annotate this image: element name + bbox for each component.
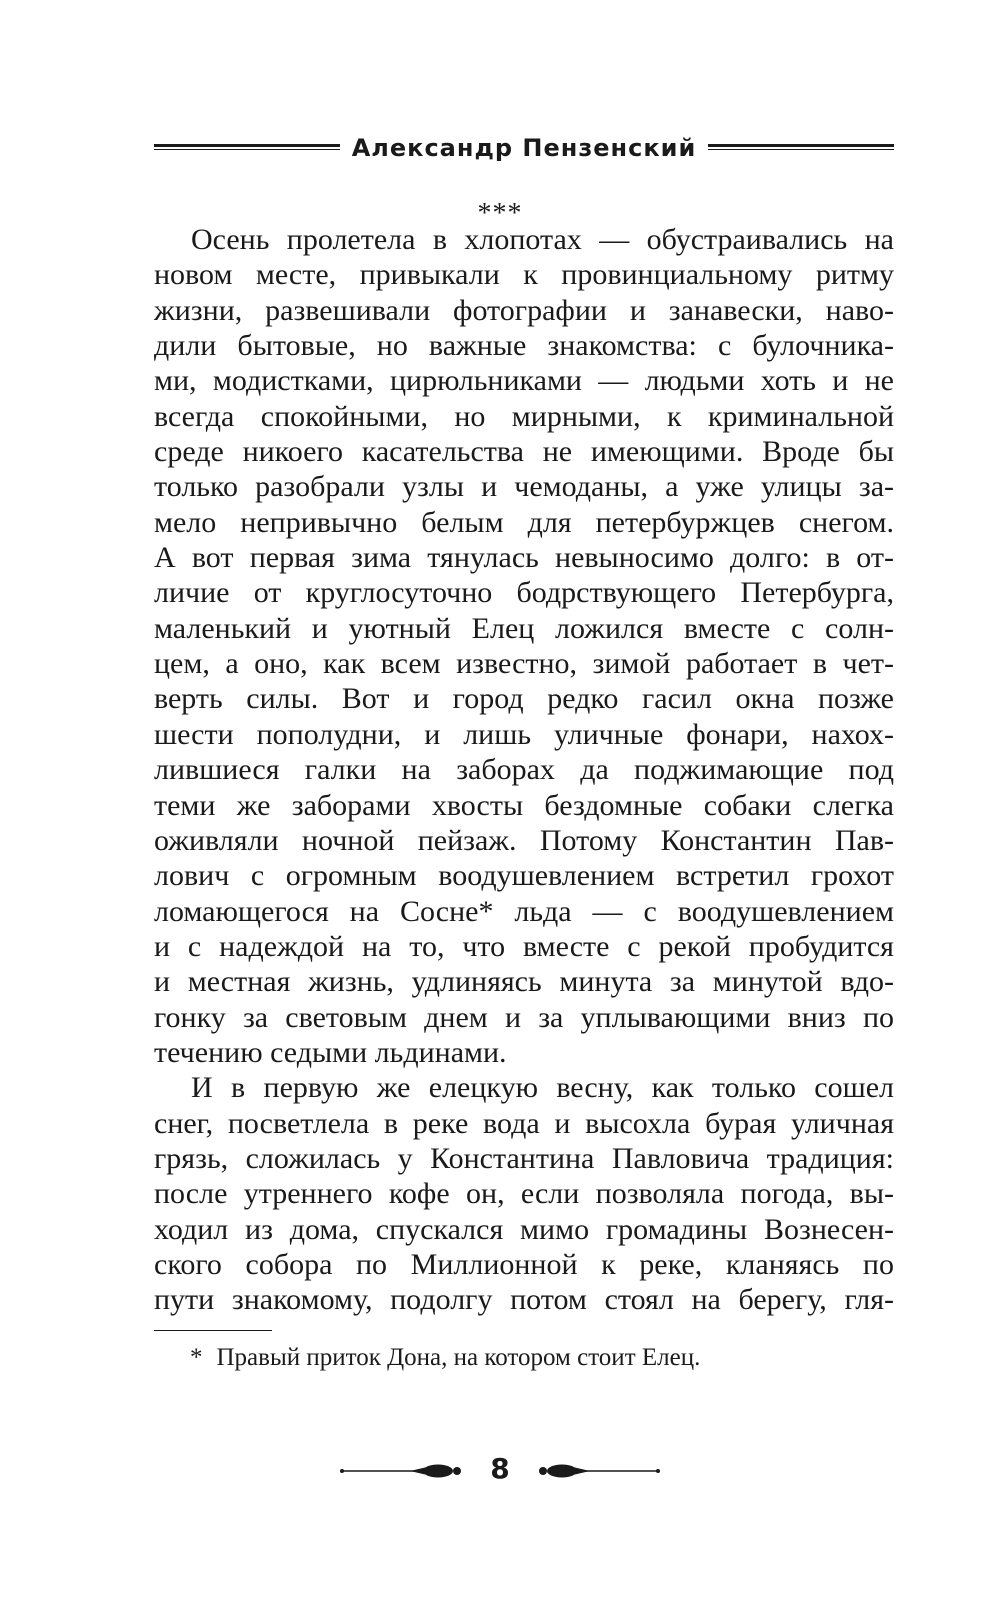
text-line: и с надеждой на то, что вместе с рекой пробудится [154, 929, 894, 963]
text-line: оживляли ночной пейзаж. Потому Константин Пав- [154, 823, 894, 857]
footnote-text: Правый приток Дона, на котором стоит Елец. [216, 1344, 701, 1371]
text-line: течению седыми льдинами. [154, 1035, 507, 1069]
text-line: И в первую же елецкую весну, как только сошел [191, 1071, 894, 1105]
footnote [190, 1344, 700, 1372]
ornament-left-icon [340, 1460, 465, 1482]
text-line: грязь, сложилась у Константина Павловича традиция: [154, 1141, 894, 1175]
text-line: ходил из дома, спускался мимо громадины Вознесен- [154, 1212, 894, 1246]
running-header [154, 128, 894, 168]
text-line: всегда спокойными, но мирными, к криминальной [154, 399, 894, 433]
text-line: цем, а оно, как всем известно, зимой работает в чет- [154, 647, 894, 681]
text-line: А вот первая зима тянулась невыносимо долго: в от- [154, 541, 894, 575]
text-line: ломающегося на Сосне* льда — с воодушевлением [154, 894, 894, 928]
ornament-right-icon [535, 1460, 660, 1482]
text-line: гонку за световым днем и за уплывающими вниз по [154, 1000, 894, 1034]
text-line: лившиеся галки на заборах да поджимающие под [154, 753, 894, 787]
section-break-asterisks: *** [477, 198, 523, 229]
text-line: лович с огромным воодушевлением встретил грохот [154, 859, 894, 893]
text-line: снег, посветлела в реке вода и высохла бурая уличная [154, 1106, 894, 1140]
text-line: и местная жизнь, удлиняясь минута за минутой вдо- [154, 965, 894, 999]
header-rule-right [708, 143, 894, 153]
header-rule-left [154, 143, 340, 153]
text-line: жизни, развешивали фотографии и занавески, наво- [154, 293, 894, 327]
text-line: маленький и уютный Елец ложился вместе с солн- [154, 611, 894, 645]
text-line: среде никоего касательства не имеющими. Вроде бы [154, 435, 894, 469]
text-line: теми же заборами хвосты бездомные собаки слегка [154, 788, 894, 822]
author-name: Александр Пензенский [351, 134, 697, 162]
page-number: 8 [490, 1452, 510, 1485]
text-line: ми, модистками, цирюльниками — людьми хоть и не [154, 364, 894, 398]
text-line: ского собора по Миллионной к реке, кланяясь по [154, 1247, 894, 1281]
footnote-mark: * [190, 1344, 203, 1371]
page-number-row [340, 1452, 660, 1492]
text-line: после утреннего кофе он, если позволяла погода, вы- [154, 1177, 894, 1211]
body-text [154, 222, 894, 1318]
footnote-rule [154, 1330, 272, 1331]
text-line: шести пополудни, и лишь уличные фонари, нахох- [154, 717, 894, 751]
text-line: Осень пролетела в хлопотах — обустраивались на [191, 223, 894, 256]
text-line: новом месте, привыкали к провинциальному ритму [154, 258, 894, 292]
text-line: личие от круглосуточно бодрствующего Петербурга, [154, 576, 894, 610]
text-line: дили бытовые, но важные знакомства: с булочника- [154, 329, 894, 363]
text-line: пути знакомому, подолгу потом стоял на берегу, гля- [154, 1283, 894, 1317]
text-line: верть силы. Вот и город редко гасил окна позже [154, 682, 894, 716]
text-line: мело непривычно белым для петербуржцев снегом. [154, 505, 894, 539]
text-line: только разобрали узлы и чемоданы, а уже улицы за- [154, 470, 894, 504]
